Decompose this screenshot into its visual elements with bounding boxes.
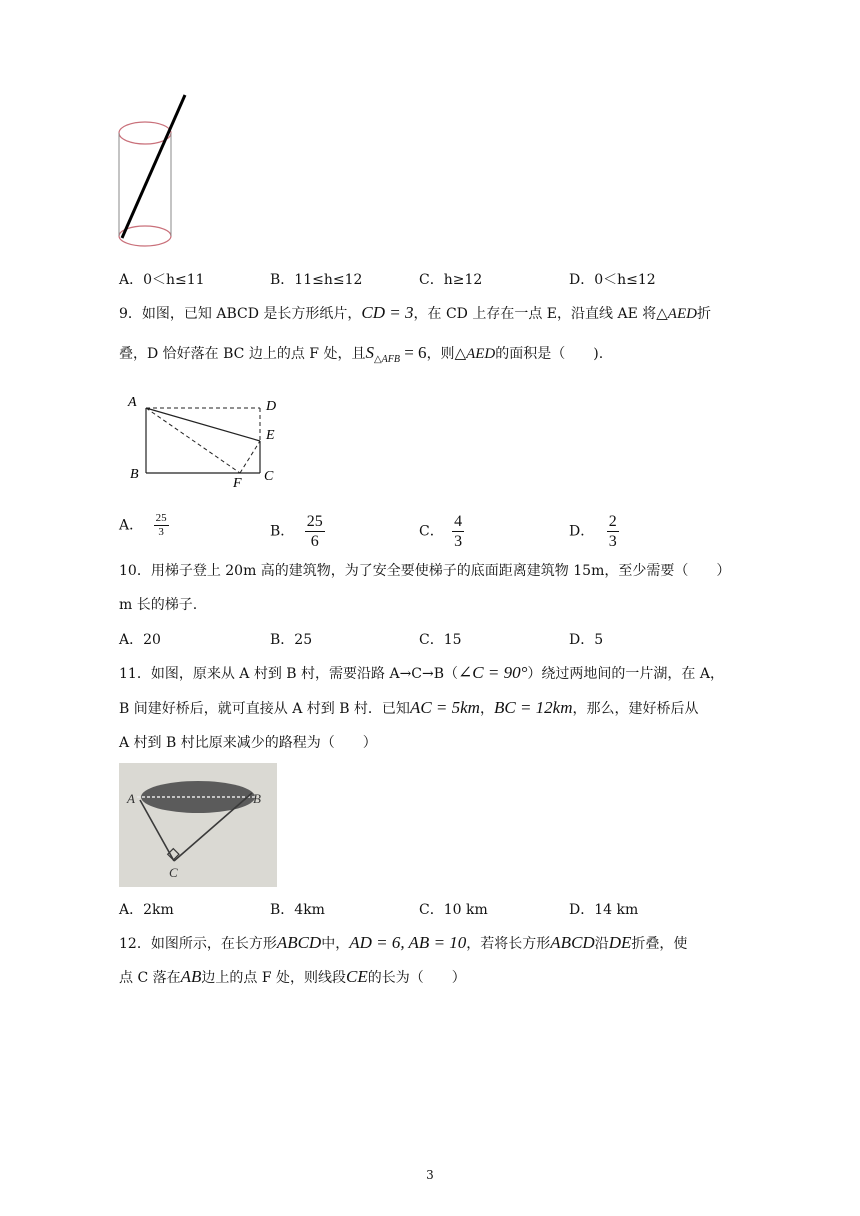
- q8-option-d: D．0＜h≤12: [569, 272, 656, 288]
- lake-photo-figure: [119, 763, 277, 887]
- q11-option-d: D．14 km: [569, 902, 639, 918]
- q11-stem-line-2: B 间建好桥后，就可直接从 A 村到 B 村．已知AC = 5km，BC = 12km，那么，建好桥后从: [119, 698, 699, 717]
- q12-stem-line-2: 点 C 落在AB边上的点 F 处，则线段CE的长为（ ）: [119, 967, 466, 986]
- rectangle-fold-figure: [122, 388, 282, 490]
- q11-stem-line-3: A 村到 B 村比原来减少的路程为（ ）: [119, 735, 377, 751]
- q9-stem-line-2: 叠，D 恰好落在 BC 边上的点 F 处，且$S_{\triangle AFB} = 6$，则△AED的面积是（ ).: [119, 343, 604, 365]
- q10-stem-line-2: m 长的梯子.: [119, 597, 198, 613]
- q11-stem-line-1: 11．如图，原来从 A 村到 B 村，需要沿路 A→C→B（∠C = 90°）绕过两地间的一片湖，在 A，: [119, 663, 724, 682]
- fig11-label-b: B: [253, 791, 261, 806]
- fig9-label-d: D: [266, 399, 277, 414]
- q10-option-c: C．15: [419, 632, 462, 648]
- fig9-label-a: A: [128, 395, 137, 410]
- q8-option-c: C．h≥12: [419, 272, 483, 288]
- q11-option-b: B．4km: [270, 902, 325, 918]
- q10-option-a: A．20: [119, 632, 161, 648]
- q10-option-b: B．25: [270, 632, 313, 648]
- fig9-label-f: F: [233, 476, 242, 490]
- fig9-label-c: C: [264, 469, 274, 484]
- q9-option-d: D． $\frac{2}{3}$: [569, 513, 617, 550]
- q8-option-a: A．0＜h≤11: [119, 272, 205, 288]
- q10-stem-line-1: 10．用梯子登上 20m 高的建筑物，为了安全要使梯子的底面距离建筑物 15m，至少需要（ ）: [119, 563, 731, 579]
- q8-option-b: B．11≤h≤12: [270, 272, 363, 288]
- cylinder-rod-figure: [112, 90, 192, 252]
- fig11-label-c: C: [169, 865, 178, 880]
- q10-option-d: D．5: [569, 632, 604, 648]
- q11-option-a: A．2km: [119, 902, 174, 918]
- page-number: 3: [426, 1168, 434, 1182]
- q9-option-c: C． $\frac{4}{3}$: [419, 513, 463, 550]
- q9-stem-line-1: 9．如图，已知 ABCD 是长方形纸片，CD = 3，在 CD 上存在一点 E，沿直线 AE 将△AED折: [119, 303, 711, 322]
- q12-stem-line-1: 12．如图所示，在长方形ABCD中，AD = 6, AB = 10，若将长方形ABCD沿DE折叠，使: [119, 933, 688, 952]
- q9-option-a: A． $\frac{25}{3}$: [119, 512, 167, 538]
- fig9-label-e: E: [266, 428, 275, 443]
- q11-option-c: C．10 km: [419, 902, 488, 918]
- q9-option-b: B． $\frac{25}{6}$: [270, 513, 323, 550]
- fig9-label-b: B: [130, 467, 139, 482]
- fig11-label-a: A: [127, 791, 135, 806]
